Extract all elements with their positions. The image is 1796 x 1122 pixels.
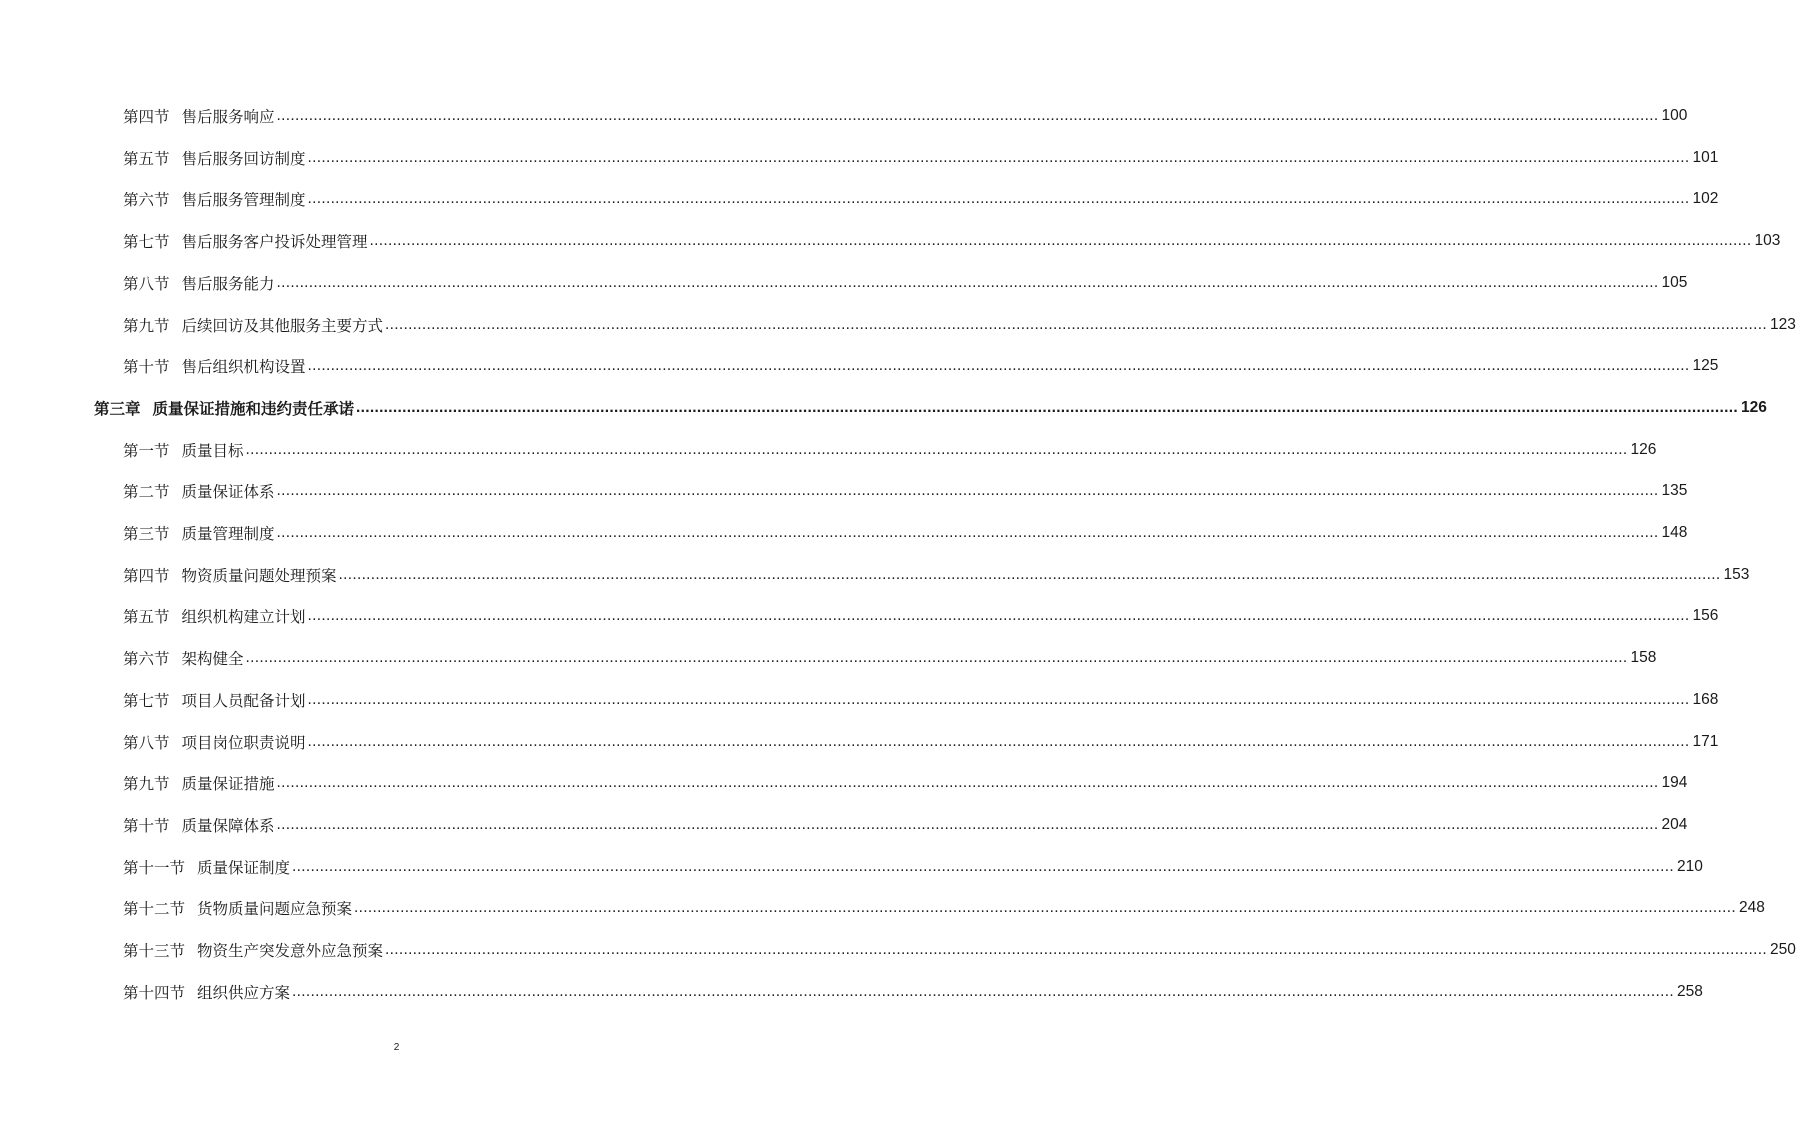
dot-leader: ............................................................................................................................................................................................................................................................................................................ <box>385 315 1767 333</box>
toc-section-entry[interactable] <box>0 476 1688 506</box>
toc-entry-number: 第十一节 <box>123 858 186 877</box>
toc-entry-number: 第十四节 <box>123 983 186 1002</box>
dot-leader: ............................................................................................................................................................................................................................................................................................................ <box>307 357 1690 375</box>
toc-entry-number: 第十三节 <box>123 942 186 960</box>
dot-leader: ............................................................................................................................................................................................................................................................................................................ <box>276 482 1659 500</box>
toc-entry-page: 105 <box>1661 273 1688 291</box>
toc-entry-number: 第六节 <box>123 191 170 210</box>
toc-entry-number: 第四节 <box>123 108 170 126</box>
toc-entry-number: 第十节 <box>123 358 170 377</box>
toc-entry-number: 第七节 <box>123 691 170 710</box>
toc-entry-title: 质量保障体系 <box>181 816 275 835</box>
toc-entry-number: 第十二节 <box>123 900 186 919</box>
toc-section-entry[interactable] <box>0 560 1750 590</box>
toc-entry-title: 售后服务能力 <box>181 274 275 293</box>
dot-leader: ............................................................................................................................................................................................................................................................................................................ <box>307 148 1690 166</box>
toc-entry-title: 质量保证措施和违约责任承诺 <box>152 399 355 418</box>
toc-section-entry[interactable] <box>0 435 1657 465</box>
toc-entry-page: 204 <box>1661 815 1688 833</box>
toc-section-entry[interactable] <box>0 643 1657 673</box>
toc-section-entry[interactable] <box>0 768 1688 798</box>
dot-leader: ............................................................................................................................................................................................................................................................................................................ <box>369 232 1752 250</box>
toc-entry-title: 架构健全 <box>181 650 244 669</box>
toc-entry-page: 248 <box>1738 899 1765 917</box>
toc-entry-number: 第一节 <box>123 441 170 460</box>
toc-section-entry[interactable] <box>0 601 1719 631</box>
toc-entry-title: 组织机构建立计划 <box>181 608 306 627</box>
dot-leader: ............................................................................................................................................................................................................................................................................................................ <box>307 732 1690 750</box>
toc-section-entry[interactable] <box>0 935 1796 965</box>
toc-entry-number: 第五节 <box>123 149 170 168</box>
toc-entry-page: 168 <box>1692 690 1719 708</box>
toc-entry-page: 210 <box>1676 857 1703 875</box>
toc-section-entry[interactable] <box>0 893 1765 923</box>
toc-entry-title: 质量保证措施 <box>181 775 275 794</box>
toc-entry-title: 项目人员配备计划 <box>181 691 306 710</box>
dot-leader: ............................................................................................................................................................................................................................................................................................................ <box>292 982 1674 1000</box>
toc-section-entry[interactable] <box>0 977 1703 1007</box>
toc-entry-title: 质量目标 <box>181 441 244 460</box>
toc-entry-page: 250 <box>1769 941 1796 958</box>
dot-leader: ............................................................................................................................................................................................................................................................................................................ <box>307 690 1690 708</box>
toc-entry-number: 第三节 <box>123 525 170 543</box>
toc-entry-title: 物资生产突发意外应急预案 <box>197 942 384 960</box>
page-number: 2 <box>393 1042 400 1053</box>
toc-entry-page: 135 <box>1661 482 1688 500</box>
toc-section-entry[interactable] <box>0 518 1688 548</box>
toc-entry-page: 126 <box>1630 440 1657 458</box>
dot-leader: ............................................................................................................................................................................................................................................................................................................ <box>338 565 1721 583</box>
toc-entry-title: 质量保证体系 <box>181 483 275 502</box>
toc-entry-page: 194 <box>1661 774 1688 792</box>
toc-entry-title: 售后服务管理制度 <box>181 191 306 210</box>
toc-section-entry[interactable] <box>0 727 1719 757</box>
toc-entry-page: 102 <box>1692 190 1719 208</box>
toc-entry-number: 第九节 <box>123 775 170 794</box>
dot-leader: ............................................................................................................................................................................................................................................................................................................ <box>276 774 1659 792</box>
toc-entry-title: 质量保证制度 <box>197 858 291 877</box>
toc-section-entry[interactable] <box>0 852 1703 882</box>
toc-entry-title: 售后服务回访制度 <box>181 149 306 168</box>
toc-entry-title: 售后服务响应 <box>181 108 275 126</box>
toc-entry-title: 物资质量问题处理预案 <box>181 566 337 585</box>
toc-entry-title: 售后组织机构设置 <box>181 358 306 377</box>
toc-entry-title: 售后服务客户投诉处理管理 <box>181 233 368 252</box>
toc-entry-title: 后续回访及其他服务主要方式 <box>181 316 384 335</box>
toc-entry-number: 第四节 <box>123 566 170 585</box>
dot-leader: ............................................................................................................................................................................................................................................................................................................ <box>307 190 1690 208</box>
toc-section-entry[interactable] <box>0 351 1719 381</box>
toc-entry-number: 第八节 <box>123 733 170 752</box>
toc-section-entry[interactable] <box>0 685 1719 715</box>
dot-leader: ............................................................................................................................................................................................................................................................................................................ <box>307 607 1690 625</box>
toc-entry-page: 156 <box>1692 607 1719 625</box>
toc-entry-number: 第三章 <box>94 399 141 418</box>
dot-leader: ............................................................................................................................................................................................................................................................................................................ <box>356 398 1738 416</box>
toc-entry-page: 158 <box>1630 649 1657 667</box>
toc-entry-page: 171 <box>1692 732 1719 750</box>
toc-entry-number: 第十节 <box>123 816 170 835</box>
toc-entry-page: 258 <box>1676 982 1703 1000</box>
dot-leader: ............................................................................................................................................................................................................................................................................................................ <box>276 524 1659 541</box>
toc-entry-page: 148 <box>1661 524 1688 541</box>
toc-section-entry[interactable] <box>0 143 1719 173</box>
toc-section-entry[interactable] <box>0 101 1688 131</box>
toc-entry-number: 第七节 <box>123 233 170 252</box>
dot-leader: ............................................................................................................................................................................................................................................................................................................ <box>276 273 1659 291</box>
toc-entry-number: 第六节 <box>123 650 170 669</box>
toc-entry-number: 第八节 <box>123 274 170 293</box>
toc-entry-page: 126 <box>1740 398 1767 416</box>
toc-entry-page: 103 <box>1754 232 1781 250</box>
dot-leader: ............................................................................................................................................................................................................................................................................................................ <box>245 440 1628 458</box>
dot-leader: ............................................................................................................................................................................................................................................................................................................ <box>245 649 1628 667</box>
toc-chapter-entry[interactable] <box>0 393 1767 423</box>
dot-leader: ............................................................................................................................................................................................................................................................................................................ <box>385 941 1767 958</box>
toc-entry-page: 101 <box>1692 148 1719 166</box>
toc-entry-number: 第二节 <box>123 483 170 502</box>
dot-leader: ............................................................................................................................................................................................................................................................................................................ <box>292 857 1674 875</box>
toc-entry-number: 第九节 <box>123 316 170 335</box>
toc-entry-title: 项目岗位职责说明 <box>181 733 306 752</box>
toc-section-entry[interactable] <box>0 310 1796 340</box>
toc-entry-title: 质量管理制度 <box>181 525 275 543</box>
toc-entry-page: 125 <box>1692 357 1719 375</box>
toc-section-entry[interactable] <box>0 184 1719 214</box>
toc-entry-number: 第五节 <box>123 608 170 627</box>
toc-entry-title: 组织供应方案 <box>197 983 291 1002</box>
dot-leader: ............................................................................................................................................................................................................................................................................................................ <box>276 815 1659 833</box>
toc-entry-page: 153 <box>1723 565 1750 583</box>
toc-section-entry[interactable] <box>0 226 1781 256</box>
toc-entry-page: 100 <box>1661 107 1688 124</box>
toc-section-entry[interactable] <box>0 810 1688 840</box>
dot-leader: ............................................................................................................................................................................................................................................................................................................ <box>354 899 1736 917</box>
toc-entry-page: 123 <box>1769 315 1796 333</box>
dot-leader: ............................................................................................................................................................................................................................................................................................................ <box>276 107 1659 124</box>
toc-entry-title: 货物质量问题应急预案 <box>197 900 353 919</box>
toc-section-entry[interactable] <box>0 268 1688 298</box>
